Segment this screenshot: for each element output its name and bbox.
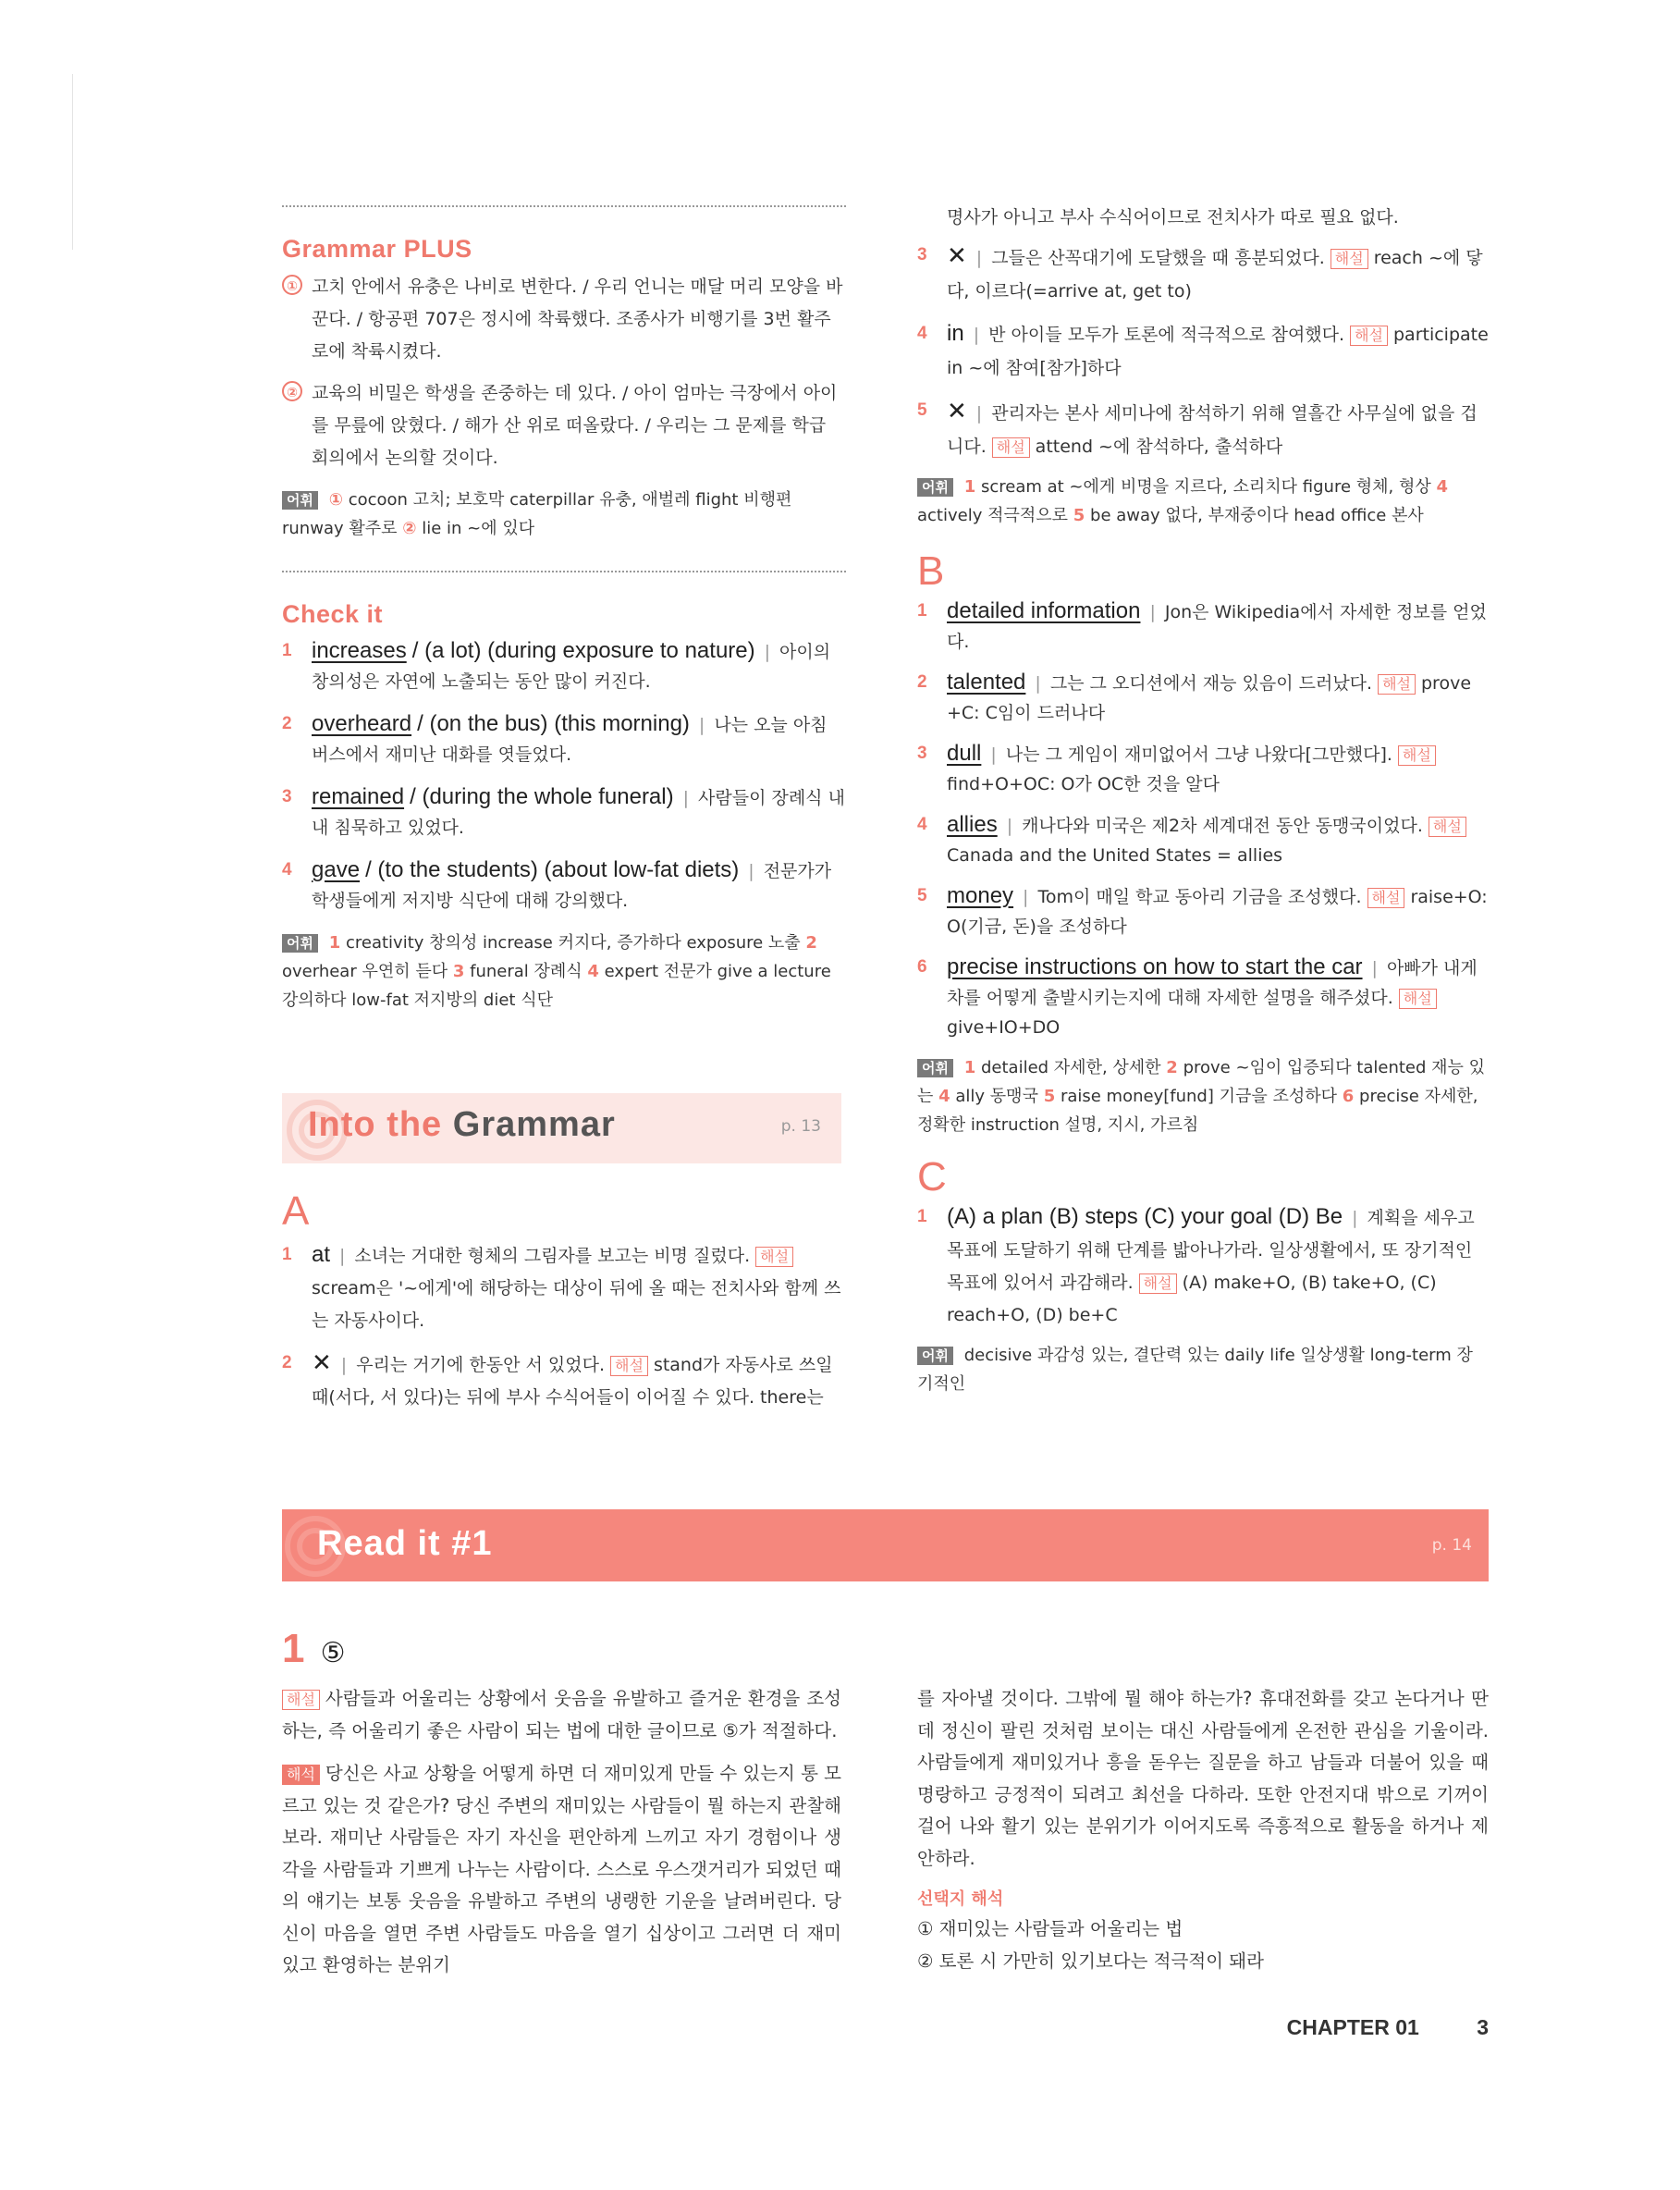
vocab-text: be away 없다, 부재중이다 head office 본사 xyxy=(1090,506,1424,525)
section-a-vocab xyxy=(917,473,1489,530)
item-number: 2 xyxy=(282,1353,292,1372)
page-reference: p. 14 xyxy=(1431,1536,1472,1555)
section-c-item: 1 (A) a plan (B) steps (C) your goal (D) Be | 계획을 세우고 목표에 도달하기 위해 단계를 밟아나가라. 일상생활에서, 또 장기적인 목표에 있어서 과감해라. 해설 (A) make+O, (B) take+O, (C) reach+O, (D) be+C xyxy=(917,1200,1489,1332)
check-it-item: 3 remained / (during the whole funeral) | 사람들이 장례식 내내 침묵하고 있었다. xyxy=(282,784,845,838)
explanation: prove +C: C임이 드러나다 xyxy=(947,673,1472,723)
translation: 반 아이들 모두가 토론에 적극적으로 참여했다. xyxy=(988,325,1345,345)
section-b-item: 5 money | Tom이 매일 학교 동아리 기금을 조성했다. 해설 raise+O: O(기금, 돈)을 조성하다 xyxy=(917,883,1488,937)
answer: detailed information xyxy=(947,598,1141,623)
grammar-plus-title: Grammar PLUS xyxy=(282,235,472,263)
explain-tag: 해설 xyxy=(1139,1273,1177,1294)
explanation: find+O+OC: O가 OC한 것을 알다 xyxy=(947,774,1220,794)
answer-verb: overheard xyxy=(312,711,412,736)
item-number: 1 xyxy=(282,1245,292,1264)
vocab-num: 2 xyxy=(805,933,817,953)
vocab-text: actively 적극적으로 xyxy=(917,506,1073,525)
explain-tag: 해설 xyxy=(1429,817,1466,837)
choices-title: 선택지 해석 xyxy=(917,1889,1004,1909)
vocab-tag: 어휘 xyxy=(917,1347,953,1365)
answer-rest: / (to the students) (about low-fat diets) xyxy=(365,857,740,882)
right-column xyxy=(917,202,1489,1398)
answer-verb: increases xyxy=(312,638,407,663)
translation: Tom이 매일 학교 동아리 기금을 조성했다. xyxy=(1037,887,1362,907)
divider xyxy=(282,571,846,572)
check-it-item: 1 increases / (a lot) (during exposure to nature) | 아이의 창의성은 자연에 노출되는 동안 많이 커진다. xyxy=(282,638,831,692)
vocab-tag: 어휘 xyxy=(917,1059,953,1077)
page-footer xyxy=(1287,2015,1489,2040)
x-mark-icon: ✕ xyxy=(312,1348,332,1376)
into-grammar-banner xyxy=(282,1093,841,1163)
x-mark-icon: ✕ xyxy=(947,241,967,269)
translation: 소녀는 거대한 형체의 그림자를 보고는 비명 질렀다. xyxy=(354,1246,751,1266)
item-number: 3 xyxy=(917,744,927,763)
grammar-plus-item xyxy=(282,377,846,474)
chapter-label: CHAPTER 01 xyxy=(1286,2015,1419,2039)
item-number: 6 xyxy=(917,957,927,977)
read-it-left xyxy=(282,1683,841,1982)
explanation-text: 사람들과 어울리는 상황에서 웃음을 유발하고 즐거운 환경을 조성하는, 즉 어울리기 좋은 사람이 되는 법에 대한 글이므로 ⑤가 적절하다. xyxy=(282,1688,841,1741)
vocab-num: 1 xyxy=(963,477,976,497)
translation: 아이의 창의성은 자연에 노출되는 동안 많이 커진다. xyxy=(312,642,831,692)
section-a xyxy=(282,1188,846,1423)
check-it-vocab xyxy=(282,929,846,1015)
explanation: (A) make+O, (B) take+O, (C) reach+O, (D) be+C xyxy=(947,1273,1437,1325)
section-letter-a: A xyxy=(282,1188,310,1234)
read-it-title: Read it #1 xyxy=(317,1524,493,1563)
section-c-vocab xyxy=(917,1341,1489,1398)
grammar-plus-vocab xyxy=(282,486,846,543)
explain-tag: 해설 xyxy=(1350,326,1388,346)
section-b-item: 1 detailed information | Jon은 Wikipedia에서 자세한 정보를 얻었다. xyxy=(917,598,1487,652)
translation: 나는 오늘 아침 버스에서 재미난 대화를 엿들었다. xyxy=(312,715,828,765)
explain-tag: 해설 xyxy=(1378,674,1416,695)
title-part-a: Into the xyxy=(308,1105,453,1144)
section-b-item: 4 allies | 캐나다와 미국은 제2차 세계대전 동안 동맹국이었다. 해설Canada and the United States = allies xyxy=(917,810,1489,870)
vocab-text: scream at ~에게 비명을 지르다, 소리치다 figure 형체, 형상 xyxy=(980,477,1437,497)
continued-text: 명사가 아니고 부사 수식어이므로 전치사가 따로 필요 없다. xyxy=(947,207,1399,228)
explanation: stand가 자동사로 쓰일 때(서다, 서 있다)는 뒤에 부사 수식어들이 이어질 수 있다. there는 xyxy=(312,1355,833,1408)
translation-paragraph xyxy=(282,1758,841,1982)
section-letter-b: B xyxy=(917,548,945,594)
vocab-num: 4 xyxy=(938,1087,950,1106)
section-a-item: 4 in | 반 아이들 모두가 토론에 적극적으로 참여했다. 해설 participate in ~에 참여[참가]하다 xyxy=(917,317,1489,385)
translation-tag: 해석 xyxy=(282,1765,320,1785)
vocab-text: lie in ~에 있다 xyxy=(422,519,535,538)
vocab-text: raise money[fund] 기금을 조성하다 xyxy=(1060,1087,1343,1106)
vocab-num: 5 xyxy=(1043,1087,1056,1106)
vocab-num: 5 xyxy=(1073,506,1085,525)
question-answer: ⑤ xyxy=(320,1637,346,1669)
explain-tag: 해설 xyxy=(1331,249,1368,269)
vocab-tag: 어휘 xyxy=(917,478,953,497)
answer: dull xyxy=(947,741,982,766)
into-grammar-title xyxy=(308,1105,616,1145)
vocab-text: overhear 우연히 듣다 xyxy=(282,962,453,981)
left-column xyxy=(282,205,846,1015)
check-it-item: 4 gave / (to the students) (about low-fat diets) | 전문가가 학생들에게 저지방 식단에 대해 강의했다. xyxy=(282,857,832,911)
vocab-text: decisive 과감성 있는, 결단력 있는 daily life 일상생활 long-term 장기적인 xyxy=(917,1346,1473,1394)
answer-rest: / (a lot) (during exposure to nature) xyxy=(411,638,755,663)
explain-tag: 해설 xyxy=(610,1356,648,1376)
translation: 계획을 세우고 목표에 도달하기 위해 단계를 밟아나가라. 일상생활에서, 또 장기적인 목표에 있어서 과감해라. xyxy=(947,1208,1475,1293)
item-number: 4 xyxy=(282,860,292,880)
translation: 우리는 거기에 한동안 서 있었다. xyxy=(356,1355,606,1375)
vocab-num: 4 xyxy=(587,962,599,981)
vocab-text: creativity 창의성 increase 커지다, 증가하다 exposure 노출 xyxy=(345,933,806,953)
translation-text-left: 당신은 사교 상황을 어떻게 하면 더 재미있게 만들 수 있는지 통 모르고 있는 것 같은가? 당신 주변의 재미있는 사람들이 뭘 하는지 관찰해보라. 재미난 사람들은 자기 자신을 편안하게 느끼고 자기 경험이나 생각을 사람들과 기쁘게 나누는 사람이다. 스스로 우스갯거리가 되었던 때의 얘기는 보통 웃음을 유발하고 주변의 냉랭한 기운을 날려버린다. 당신이 마음을 열면 주변 사람들도 마음을 열기 십상이고 그러면 더 재미있고 환영하는 분위기 xyxy=(282,1763,841,1975)
section-b-list xyxy=(917,597,1489,1042)
section-a-item: 3 ✕ | 그들은 산꼭대기에 도달했을 때 흥분되었다. 해설 reach ~에 닿다, 이르다(=arrive at, get to) xyxy=(917,239,1489,308)
divider xyxy=(282,205,846,207)
section-b-vocab xyxy=(917,1053,1489,1139)
item-number: 1 xyxy=(917,1207,927,1226)
answer-verb: gave xyxy=(312,857,361,882)
vocab-text: expert 전문가 give a lecture 강의하다 low-fat 저지방의 diet 식단 xyxy=(282,962,831,1010)
check-it-item: 2 overheard / (on the bus) (this morning) | 나는 오늘 아침 버스에서 재미난 대화를 엿들었다. xyxy=(282,711,828,765)
item-number: 4 xyxy=(917,324,927,343)
page-edge-line xyxy=(72,74,73,250)
explanation: Canada and the United States = allies xyxy=(947,845,1283,866)
vocab-num: 3 xyxy=(452,962,465,981)
marker-1: ① xyxy=(282,275,302,295)
section-b-item: 2 talented | 그는 그 오디션에서 재능 있음이 드러났다. 해설 prove +C: C임이 드러나다 xyxy=(917,670,1472,723)
explain-tag: 해설 xyxy=(282,1690,320,1710)
page-reference: p. 13 xyxy=(780,1117,821,1136)
vocab-text: prove ~임이 입증되다 talented 재능 있는 xyxy=(917,1058,1486,1106)
section-a-list-cont xyxy=(917,239,1489,463)
vocab-num: 1 xyxy=(963,1058,976,1077)
vocab-text: funeral 장례식 xyxy=(470,962,588,981)
answer: in xyxy=(947,321,964,346)
explanation: give+IO+DO xyxy=(947,1017,1061,1038)
section-c-list xyxy=(917,1200,1489,1332)
answer: talented xyxy=(947,670,1026,695)
item-number: 5 xyxy=(917,400,927,420)
answer-rest: / (during the whole funeral) xyxy=(410,784,674,809)
item-number: 2 xyxy=(917,672,927,692)
vocab-text: detailed 자세한, 상세한 xyxy=(980,1058,1167,1077)
item-text: 교육의 비밀은 학생을 존중하는 데 있다. / 아이 엄마는 극장에서 아이를 무릎에 앉혔다. / 해가 산 위로 떠올랐다. / 우리는 그 문제를 학급 회의에서 논의할 것이다. xyxy=(312,383,838,468)
answer: precise instructions on how to start the car xyxy=(947,954,1363,979)
question-number: 1 xyxy=(282,1626,305,1671)
section-b-item: 3 dull | 나는 그 게임이 재미없어서 그냥 나왔다[그만했다]. 해설find+O+OC: O가 OC한 것을 알다 xyxy=(917,739,1489,799)
answer-verb: remained xyxy=(312,784,405,809)
explain-tag: 해설 xyxy=(1367,888,1405,908)
vocab-num: ① xyxy=(328,490,343,510)
vocab-text: precise 자세한, 정확한 instruction 설명, 지시, 가르침 xyxy=(917,1087,1478,1135)
vocab-num: 2 xyxy=(1166,1058,1178,1077)
explanation: reach ~에 닿다, 이르다(=arrive at, get to) xyxy=(947,248,1483,301)
title-part-b: Grammar xyxy=(452,1105,616,1144)
choice-2: ② 토론 시 가만히 있기보다는 적극적이 돼라 xyxy=(917,1950,1264,1972)
explain-tag: 해설 xyxy=(1398,745,1436,766)
item-number: 3 xyxy=(282,787,292,806)
section-a-item: 1 at | 소녀는 거대한 형체의 그림자를 보고는 비명 질렀다. 해설scream은 '~에게'에 해당하는 대상이 뒤에 올 때는 전치사와 함께 쓰는 자동사이다. xyxy=(282,1238,846,1337)
choice-1: ① 재미있는 사람들과 어울리는 법 xyxy=(917,1918,1183,1939)
answer: (A) a plan (B) steps (C) your goal (D) Be xyxy=(947,1204,1343,1229)
explanation-paragraph xyxy=(282,1683,841,1747)
grammar-plus-list xyxy=(282,271,846,474)
answer-rest: / (on the bus) (this morning) xyxy=(417,711,690,736)
explain-tag: 해설 xyxy=(992,437,1030,458)
answer: at xyxy=(312,1242,331,1267)
check-it-list xyxy=(282,636,846,916)
vocab-num: 6 xyxy=(1342,1087,1355,1106)
explanation: participate in ~에 참여[참가]하다 xyxy=(947,325,1489,378)
item-number: 4 xyxy=(917,815,927,834)
translation: Jon은 Wikipedia에서 자세한 정보를 얻었다. xyxy=(947,602,1487,652)
explanation: scream은 '~에게'에 해당하는 대상이 뒤에 올 때는 전치사와 함께 쓰는 자동사이다. xyxy=(312,1278,841,1331)
answer: money xyxy=(947,883,1014,908)
translation: 관리자는 본사 세미나에 참석하기 위해 열흘간 사무실에 없을 겁니다. xyxy=(947,403,1478,457)
section-a-item: 5 ✕ | 관리자는 본사 세미나에 참석하기 위해 열흘간 사무실에 없을 겁니다. 해설 attend ~에 참석하다, 출석하다 xyxy=(917,394,1489,463)
section-a-item: 2 ✕ | 우리는 거기에 한동안 서 있었다. 해설 stand가 자동사로 쓰일 때(서다, 서 있다)는 뒤에 부사 수식어들이 이어질 수 있다. there는 xyxy=(282,1348,833,1408)
section-a-list xyxy=(282,1238,846,1414)
translation: 그는 그 오디션에서 재능 있음이 드러났다. xyxy=(1049,673,1373,694)
read-it-right xyxy=(917,1683,1489,1977)
translation-text-right: 를 자아낼 것이다. 그밖에 뭘 해야 하는가? 휴대전화를 갖고 논다거나 딴 데 정신이 팔린 것처럼 보이는 대신 사람들에게 온전한 관심을 기울이라. 사람들에게 재미있거나 흥을 돋우는 질문을 하고 남들과 더불어 있을 때 명랑하고 긍정적이 되려고 최선을 다하라. 또한 안전지대 밖으로 기꺼이 걸어 나와 활기 있는 분위기가 이어지도록 즉흥적으로 활동을 하거나 제안하라. xyxy=(917,1688,1489,1869)
translation: 캐나다와 미국은 제2차 세계대전 동안 동맹국이었다. xyxy=(1022,816,1423,836)
question-1-header xyxy=(282,1626,345,1672)
item-number: 1 xyxy=(917,601,927,621)
item-number: 5 xyxy=(917,886,927,905)
grammar-plus-item xyxy=(282,271,846,368)
vocab-num: ② xyxy=(402,519,417,538)
explanation: attend ~에 참석하다, 출석하다 xyxy=(1035,437,1283,457)
item-number: 1 xyxy=(282,641,292,660)
page-number: 3 xyxy=(1477,2015,1489,2039)
item-number: 3 xyxy=(917,245,927,265)
section-letter-c: C xyxy=(917,1154,947,1200)
translation: 아빠가 내게 차를 어떻게 출발시키는지에 대해 자세한 설명을 해주셨다. xyxy=(947,958,1478,1008)
vocab-text: cocoon 고치; 보호막 caterpillar 유충, 애벌레 flight 비행편 runway 활주로 xyxy=(282,490,792,538)
item-text: 고치 안에서 유충은 나비로 변한다. / 우리 언니는 매달 머리 모양을 바꾼다. / 항공편 707은 정시에 착륙했다. 조종사가 비행기를 3번 활주로에 착륙시켰다. xyxy=(312,277,843,362)
vocab-tag: 어휘 xyxy=(282,934,318,953)
check-it-title: Check it xyxy=(282,600,384,628)
translation: 나는 그 게임이 재미없어서 그냥 나왔다[그만했다]. xyxy=(1005,744,1392,765)
explain-tag: 해설 xyxy=(1399,989,1437,1009)
marker-2: ② xyxy=(282,381,302,401)
translation: 전문가가 학생들에게 저지방 식단에 대해 강의했다. xyxy=(312,861,832,911)
vocab-tag: 어휘 xyxy=(282,491,318,510)
section-b-item: 6 precise instructions on how to start the car | 아빠가 내게 차를 어떻게 출발시키는지에 대해 자세한 설명을 해주셨다. 해설give+IO+DO xyxy=(917,954,1478,1038)
item-number: 2 xyxy=(282,714,292,733)
vocab-num: 4 xyxy=(1436,477,1448,497)
explain-tag: 해설 xyxy=(755,1247,793,1267)
vocab-text: ally 동맹국 xyxy=(955,1087,1044,1106)
vocab-num: 1 xyxy=(328,933,341,953)
translation: 사람들이 장례식 내내 침묵하고 있었다. xyxy=(312,788,845,838)
translation: 그들은 산꼭대기에 도달했을 때 흥분되었다. xyxy=(991,248,1325,268)
x-mark-icon: ✕ xyxy=(947,397,967,424)
explanation: raise+O: O(기금, 돈)을 조성하다 xyxy=(947,887,1488,937)
answer: allies xyxy=(947,812,998,837)
read-it-banner xyxy=(282,1509,1489,1581)
